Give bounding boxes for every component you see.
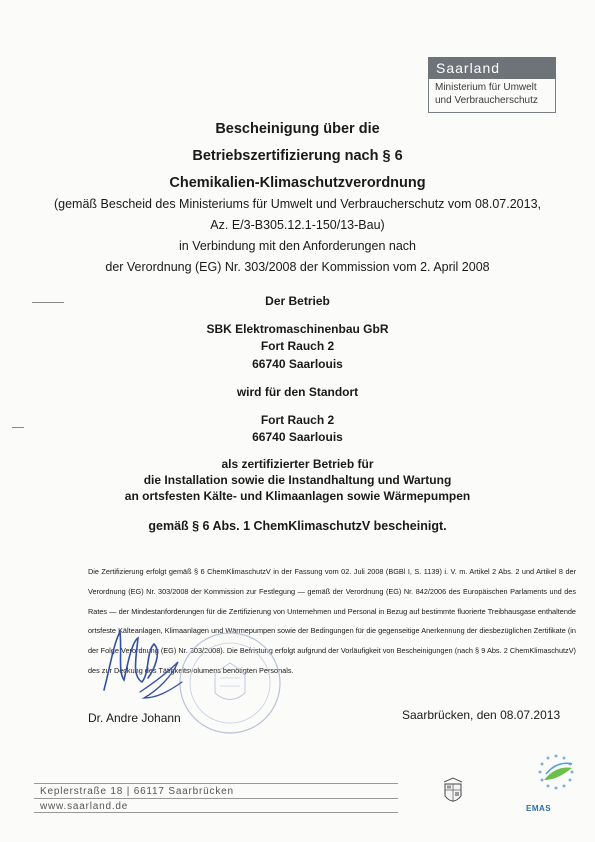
ministry-name [428,79,556,113]
basis-line-3: in Verbindung mit den Anforderungen nach [179,239,416,253]
basis-line-4: der Verordnung (EG) Nr. 303/2008 der Kommission vom 2. April 2008 [105,260,490,274]
certification-statement: gemäß § 6 Abs. 1 ChemKlimaschutzV bescheinigt. [148,519,447,533]
basis-line-2: Az. E/3-B305.12.1-150/13-Bau) [210,218,385,232]
site-street: Fort Rauch 2 [260,413,335,427]
ministry-line-1: Ministerium für Umwelt [435,82,537,93]
scope-line-2: die Installation sowie die Instandhaltung und Wartung [143,473,452,487]
emas-logo-icon [532,752,580,804]
company-street: Fort Rauch 2 [260,339,335,353]
footer-website: www.saarland.de [34,798,398,813]
coat-of-arms-icon [441,774,465,808]
title-line-3: Chemikalien-Klimaschutzverordnung [169,175,426,191]
site-city: 66740 Saarlouis [252,430,343,444]
company-name: SBK Elektromaschinenbau GbR [206,322,389,336]
footer-address: Keplerstraße 18 | 66117 Saarbrücken [34,783,398,798]
logo-name: Saarland [428,57,556,79]
company-intro: Der Betrieb [265,294,330,308]
ministry-line-2: und Verbraucherschutz [435,95,538,106]
scope-line-1: als zertifizierter Betrieb für [221,457,374,471]
title-line-1: Bescheinigung über die [215,121,380,137]
basis-line-1: (gemäß Bescheid des Ministeriums für Umwelt und Verbraucherschutz vom 08.07.2013, [53,197,542,211]
legal-text: Die Zertifizierung erfolgt gemäß § 6 ChemKlimaschutzV in der Fassung vom 02. Juli 2008 (BGBl I, S. 1139) i. V. m. Artikel 2 Abs. 2 und Artikel 8 der Verordnung (EG) Nr. 303/2008 der Kommission zur Festlegung — gemäß der Verordnung (EG) Nr. 842/2006 des Europäischen Parlaments und des Rates — der Mindestanforderungen für die Zertifizierung von Unternehmen und Personal in Bezug auf bestimmte fluorierte Treibhausgase enthaltende ortsfeste Kälteanlagen, Klimaanlagen und Wärmepumpen sowie der Bedingungen für die gegenseitige Anerkennung der diesbezüglichen Zertifikate (in der Folge Verordnung (EG) Nr. 303/2008). Die Befristung erfolgt aufgrund der Vorläufigkeit von Bescheinigungen (nach § 9 Abs. 2 ChemKlimaschutzV) des zur Deckung des Tätigkeitsvolumens benötigten Personals. [88,567,576,675]
place-and-date: Saarbrücken, den 08.07.2013 [402,708,561,722]
signatory-name: Dr. Andre Johann [88,711,181,725]
handwritten-signature [92,612,192,712]
site-intro: wird für den Standort [236,385,359,399]
title-line-2: Betriebszertifizierung nach § 6 [192,148,403,164]
company-city: 66740 Saarlouis [252,357,343,371]
fold-mark-middle [12,427,24,428]
saarland-logo [428,57,556,113]
scope-line-3: an ortsfesten Kälte- und Klimaanlagen sowie Wärmepumpen [124,489,471,503]
emas-label: EMAS [526,804,552,813]
footer [34,780,398,812]
